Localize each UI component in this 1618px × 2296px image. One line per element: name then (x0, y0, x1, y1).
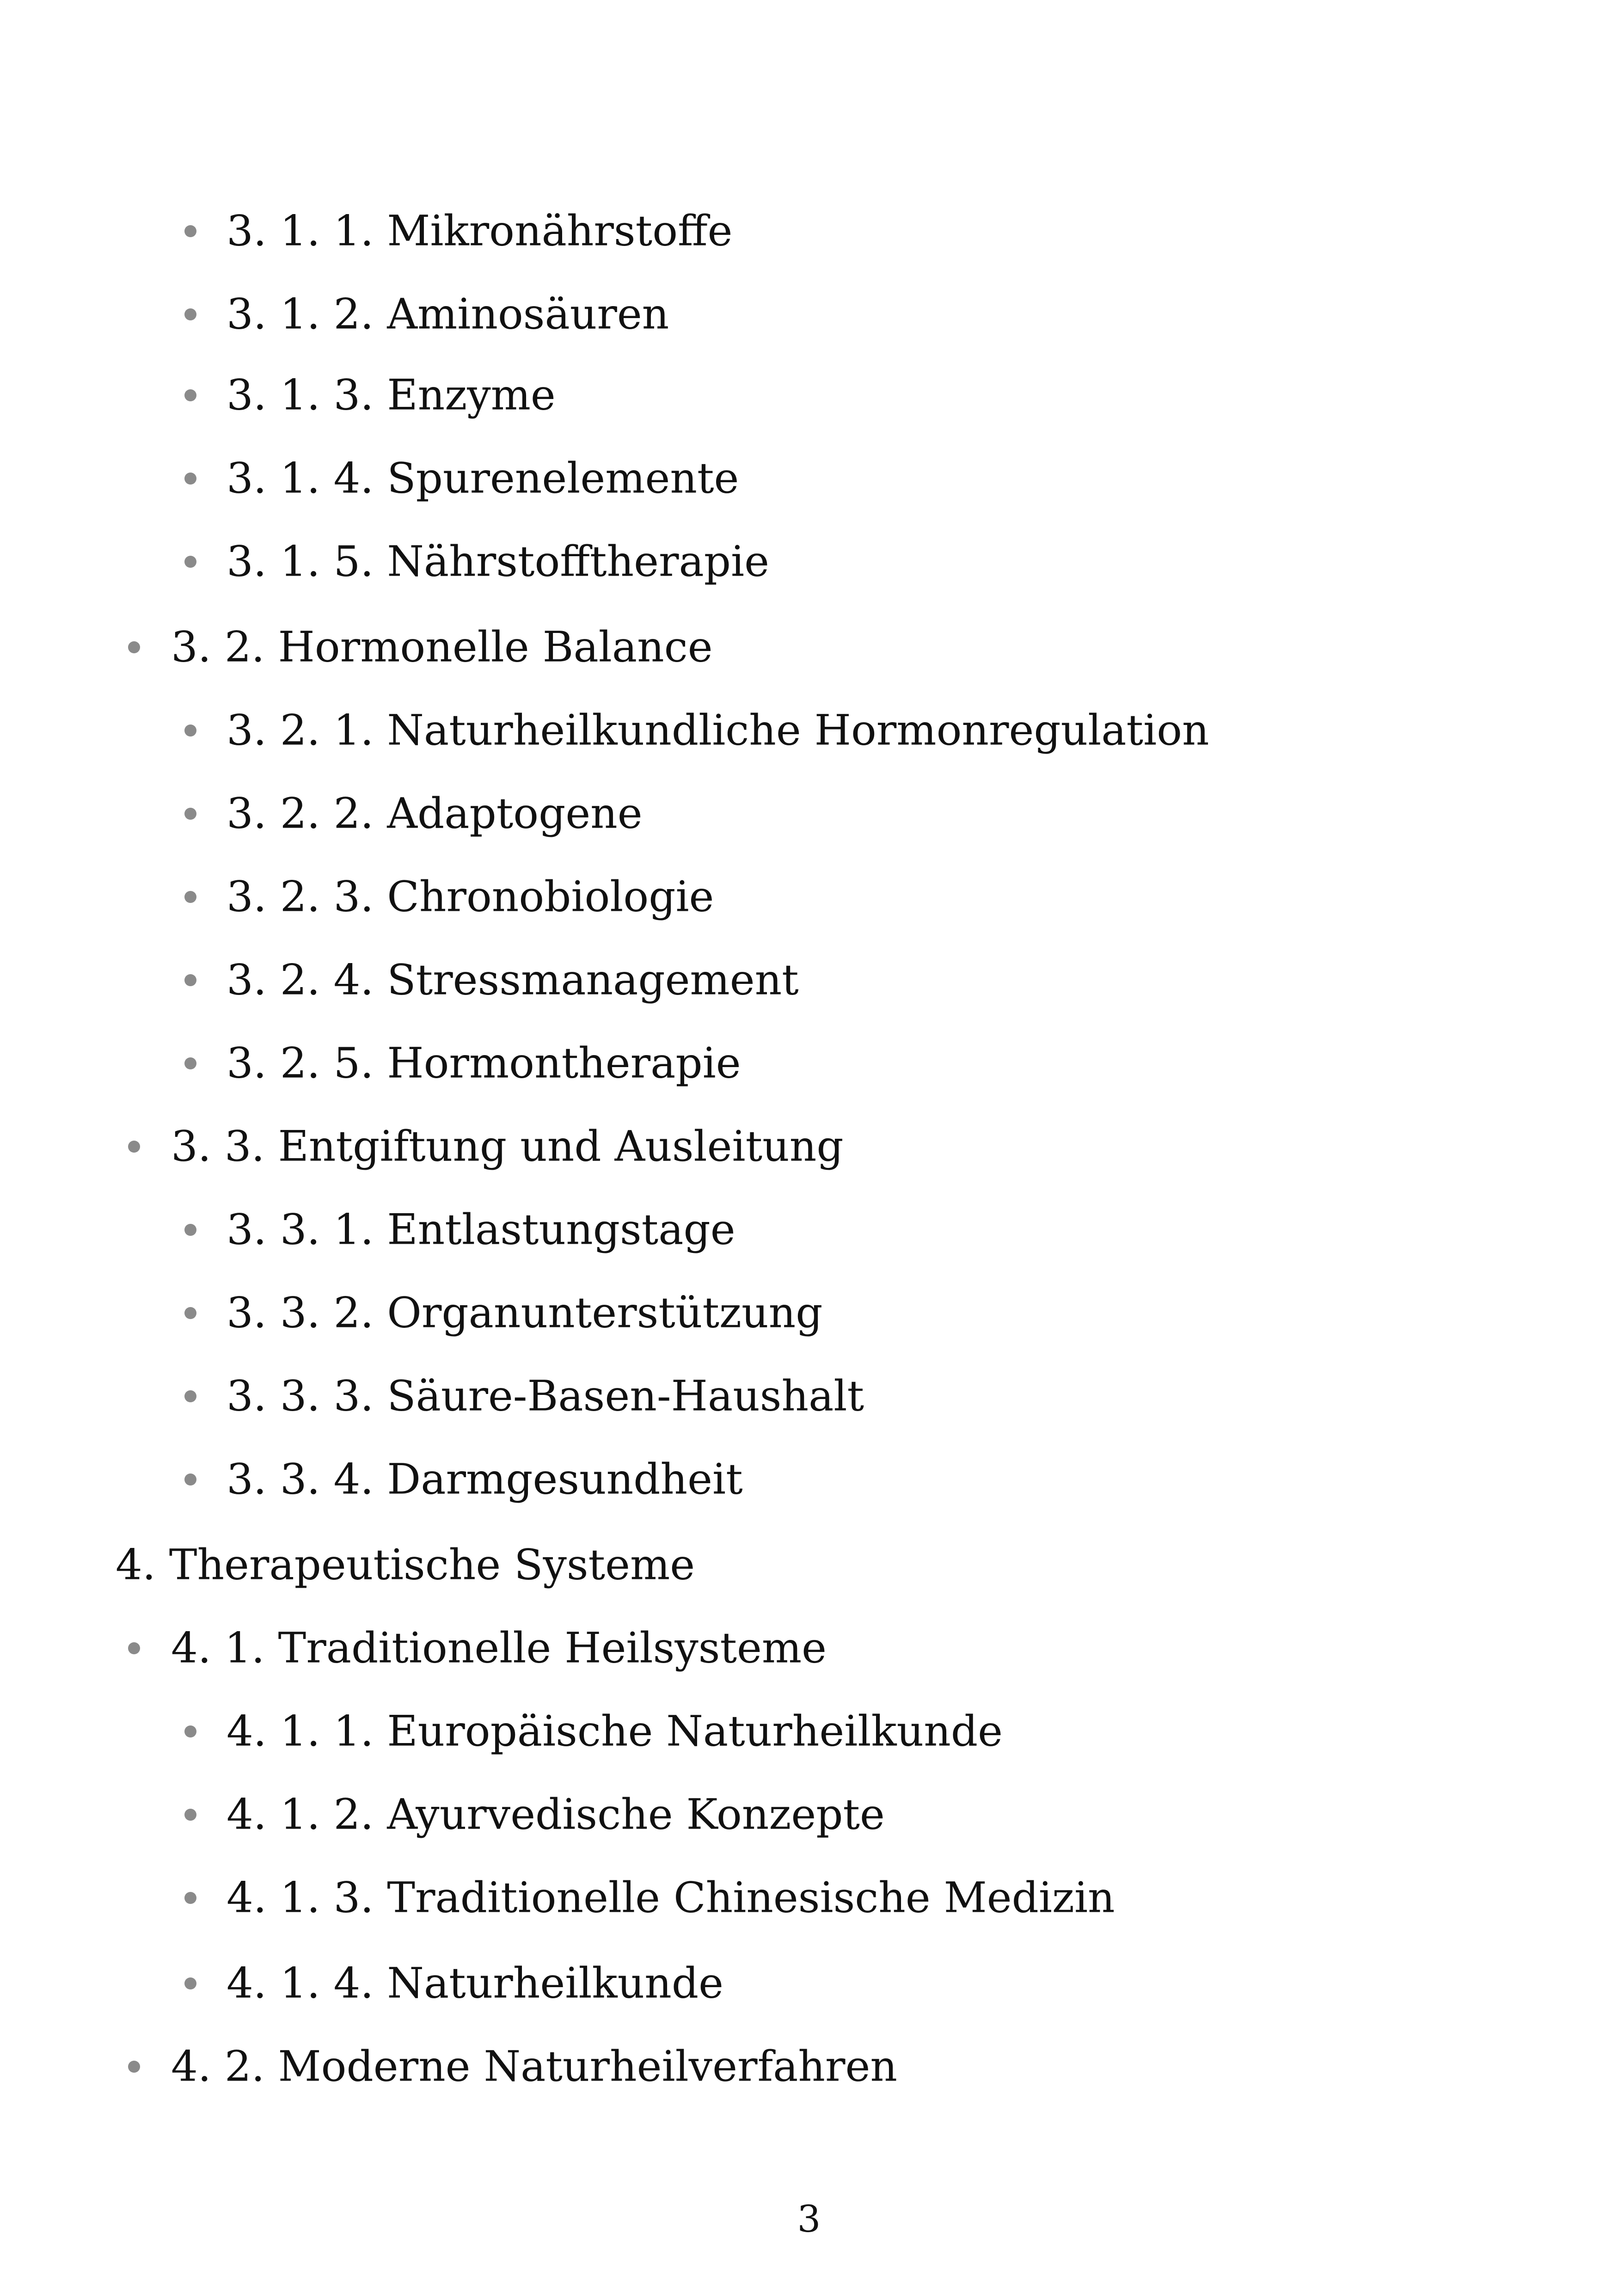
toc-section[interactable]: 3. 3. Entgiftung und Ausleitung (171, 1122, 844, 1171)
toc-subsection[interactable]: 3. 2. 1. Naturheilkundliche Hormonregulation (227, 706, 1209, 755)
bullet-icon (184, 724, 196, 737)
toc-subsection[interactable]: 3. 1. 4. Spurenelemente (227, 454, 739, 503)
toc-subsection[interactable]: 3. 2. 3. Chronobiologie (227, 872, 714, 921)
bullet-icon (184, 1809, 196, 1821)
bullet-icon (128, 1642, 140, 1654)
toc-subsection[interactable]: 3. 2. 4. Stressmanagement (227, 956, 799, 1005)
toc-subsection[interactable]: 3. 1. 3. Enzyme (227, 371, 556, 420)
bullet-icon (184, 556, 196, 568)
toc-subsection[interactable]: 3. 2. 2. Adaptogene (227, 789, 643, 838)
toc-subsection[interactable]: 3. 3. 3. Säure-Basen-Haushalt (227, 1372, 864, 1421)
bullet-icon (184, 1224, 196, 1236)
toc-subsection[interactable]: 3. 2. 5. Hormontherapie (227, 1039, 741, 1088)
bullet-icon (184, 808, 196, 820)
bullet-icon (184, 1057, 196, 1069)
toc-subsection[interactable]: 3. 3. 1. Entlastungstage (227, 1205, 735, 1254)
bullet-icon (184, 891, 196, 903)
toc-subsection[interactable]: 3. 1. 1. Mikronährstoffe (227, 207, 733, 256)
bullet-icon (184, 473, 196, 485)
toc-subsection[interactable]: 4. 1. 2. Ayurvedische Konzepte (227, 1790, 885, 1839)
bullet-icon (184, 1977, 196, 1989)
bullet-icon (184, 389, 196, 401)
bullet-icon (184, 1473, 196, 1486)
bullet-icon (184, 308, 196, 320)
toc-subsection[interactable]: 3. 1. 2. Aminosäuren (227, 290, 669, 339)
bullet-icon (184, 1390, 196, 1402)
toc-section[interactable]: 4. 1. Traditionelle Heilsysteme (171, 1624, 827, 1673)
bullet-icon (128, 2061, 140, 2073)
bullet-icon (128, 641, 140, 653)
toc-section[interactable]: 3. 2. Hormonelle Balance (171, 623, 713, 672)
toc-subsection[interactable]: 4. 1. 3. Traditionelle Chinesische Medizin (227, 1873, 1115, 1922)
bullet-icon (184, 974, 196, 986)
bullet-icon (184, 1725, 196, 1737)
toc-subsection[interactable]: 3. 3. 4. Darmgesundheit (227, 1455, 743, 1504)
toc-chapter[interactable]: 4. Therapeutische Systeme (116, 1541, 695, 1590)
toc-subsection[interactable]: 3. 1. 5. Nährstofftherapie (227, 537, 769, 586)
page-number: 3 (797, 2198, 821, 2241)
toc-subsection[interactable]: 3. 3. 2. Organunterstützung (227, 1289, 823, 1338)
toc-subsection[interactable]: 4. 1. 4. Naturheilkunde (227, 1959, 723, 2008)
toc-subsection[interactable]: 4. 1. 1. Europäische Naturheilkunde (227, 1707, 1003, 1756)
bullet-icon (184, 1307, 196, 1319)
bullet-icon (128, 1141, 140, 1153)
bullet-icon (184, 225, 196, 237)
bullet-icon (184, 1892, 196, 1904)
toc-section[interactable]: 4. 2. Moderne Naturheilverfahren (171, 2042, 897, 2091)
